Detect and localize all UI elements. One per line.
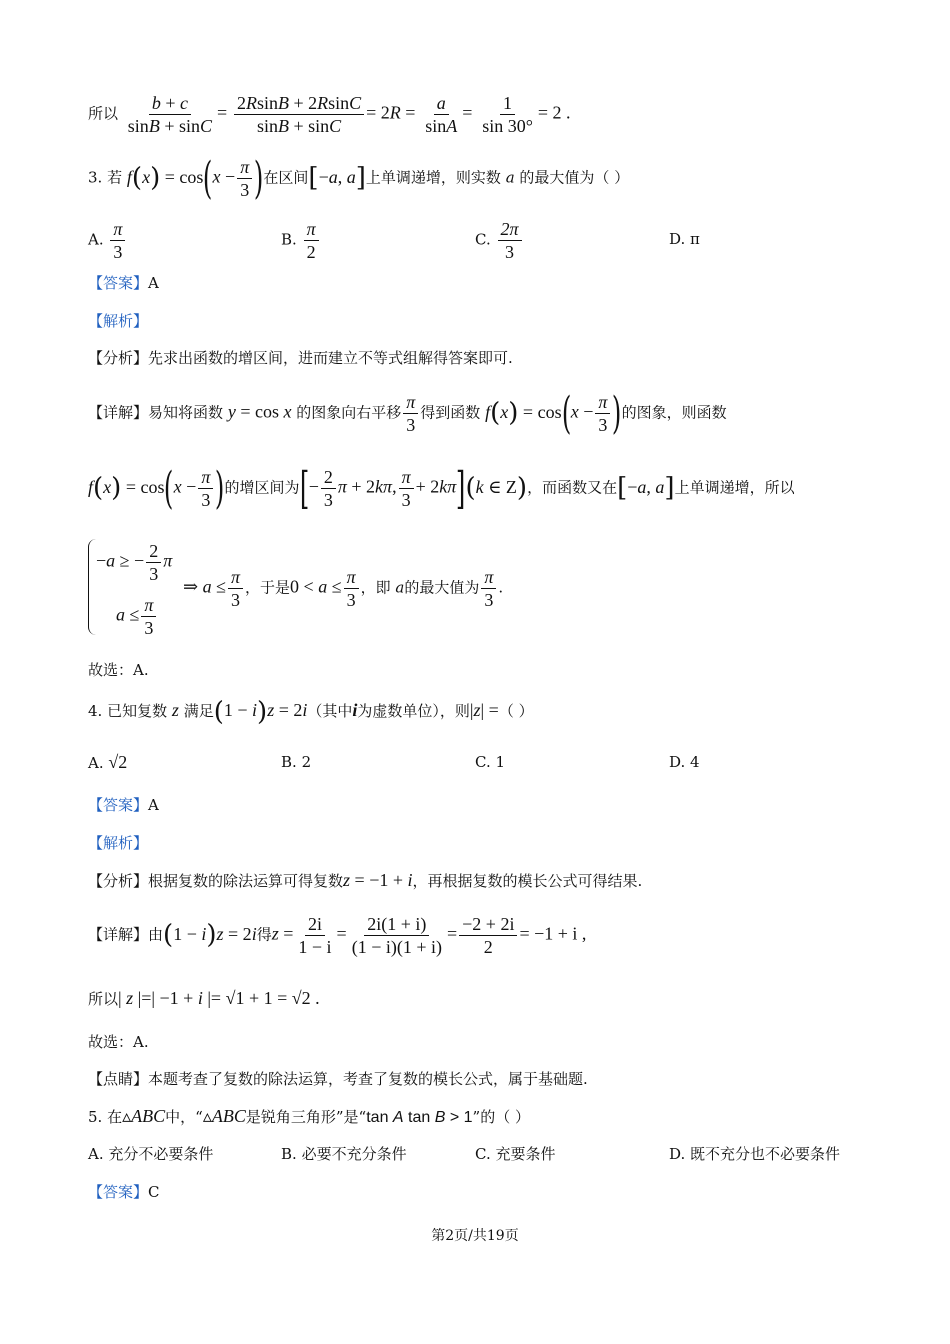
q4-option-c[interactable]: C. 1	[475, 753, 506, 771]
q3-option-b[interactable]: B. $\frac{\pi}{2}$	[281, 218, 321, 263]
q4-stem: 4. 已知复数 z 满足(1 − i)z = 2i（其中i为虚数单位），则|z| =（ ）	[88, 696, 534, 727]
q3-stem: 3. 若 f(x) = cos(x − $\frac{\pi}{3}$ )在区间[−a, a]上单调递增，则实数 a 的最大值为（ ）	[88, 152, 630, 204]
q3-option-c[interactable]: C. $\frac{2\pi}{3}$	[475, 218, 524, 263]
q5-option-b[interactable]: B. 必要不充分条件	[281, 1145, 407, 1163]
q3-xiangjie-line2: f(x) = cos(x − $\frac{\pi}{3}$ )的增区间为[− $\frac{2}{3}$ π + 2kπ, $\frac{\pi}{3}$ + 2kπ](k ∈ Z)，而函数又在[−a, a]上单调递增，所以	[88, 462, 795, 514]
q4-dianjing: 【点睛】本题考查了复数的除法运算，考查了复数的模长公式，属于基础题.	[88, 1070, 588, 1088]
q3-answer: 【答案】A	[88, 274, 159, 292]
q3-jiexi-tag: 【解析】	[88, 312, 149, 330]
q4-option-a[interactable]: A. √2	[88, 752, 128, 772]
frac-2r: $\frac{2RsinB + 2RsinC}{\sin B + \sin C}$	[234, 92, 364, 137]
inequality-result: ⇒ a ≤ $\frac{\pi}{3}$ ，于是0 < a ≤ $\frac{\pi}{3}$ ，即 a的最大值为 $\frac{\pi}{3}$ .	[183, 567, 504, 610]
q5-option-d[interactable]: D. 既不充分也不必要条件	[669, 1145, 841, 1163]
q5-option-a[interactable]: A. 充分不必要条件	[88, 1145, 214, 1163]
q3-option-a[interactable]: A. $\frac{\pi}{3}$	[88, 218, 127, 263]
frac-a: $\frac{a}{\sin A}$	[425, 93, 458, 136]
q4-answer: 【答案】A	[88, 796, 159, 814]
formula-line-sum: 所以 $\frac{b + c}{\sin B + \sin C}$ = $\frac{2RsinB + 2RsinC}{\sin B + \sin C}$ = 2R = $\frac{a}{\sin A}$ = $\frac{1}{\sin 30^\circ}$ = 2 .	[88, 93, 571, 136]
q4-xiangjie: 【详解】由(1 − i)z = 2i得z = $\frac{2i}{1 - i}$ = $\frac{2i(1 + i)}{(1 - i)(1 + i)}$ = $\frac{-2 + 2i}{2}$ = −1 + i ,	[88, 914, 587, 957]
q4-fenxi: 【分析】根据复数的除法运算可得复数z = −1 + i，再根据复数的模长公式可得结果.	[88, 870, 643, 890]
q4-option-b[interactable]: B. 2	[281, 753, 312, 771]
q3-fenxi: 【分析】先求出函数的增区间，进而建立不等式组解得答案即可.	[88, 349, 513, 367]
frac-sin30: $\frac{1}{\sin 30^\circ}$	[482, 93, 533, 136]
q5-stem: 5. 在▵ABC中，“▵ABC是锐角三角形”是“tan A tan B > 1”的（ ）	[88, 1106, 530, 1126]
q3-option-d[interactable]: D. π	[669, 230, 700, 248]
frac-bc: $\frac{b + c}{\sin B + \sin C}$	[127, 93, 212, 136]
q5-option-c[interactable]: C. 充要条件	[475, 1145, 556, 1163]
inequality-2: a ≤ $\frac{\pi}{3}$	[116, 594, 158, 639]
q3-xiangjie-line1: 【详解】易知将函数 y = cos x 的图象向右平移 $\frac{\pi}{3}$ 得到函数 f(x) = cos(x − $\frac{\pi}{3}$ )的图象，则函数	[88, 387, 727, 439]
q4-jiexi-tag: 【解析】	[88, 834, 149, 852]
q4-guxuan: 故选：A.	[88, 1033, 149, 1051]
q5-answer: 【答案】C	[88, 1183, 160, 1201]
page-footer: 第2页/共19页	[431, 1228, 519, 1244]
q3-guxuan: 故选：A.	[88, 661, 149, 679]
so-word: 所以	[88, 104, 119, 123]
q4-modulus: 所以| z |=| −1 + i |= √1 + 1 = √2 .	[88, 988, 320, 1008]
inequality-1: −a ≥ − $\frac{2}{3}$ π	[96, 541, 173, 584]
q4-option-d[interactable]: D. 4	[669, 753, 700, 771]
